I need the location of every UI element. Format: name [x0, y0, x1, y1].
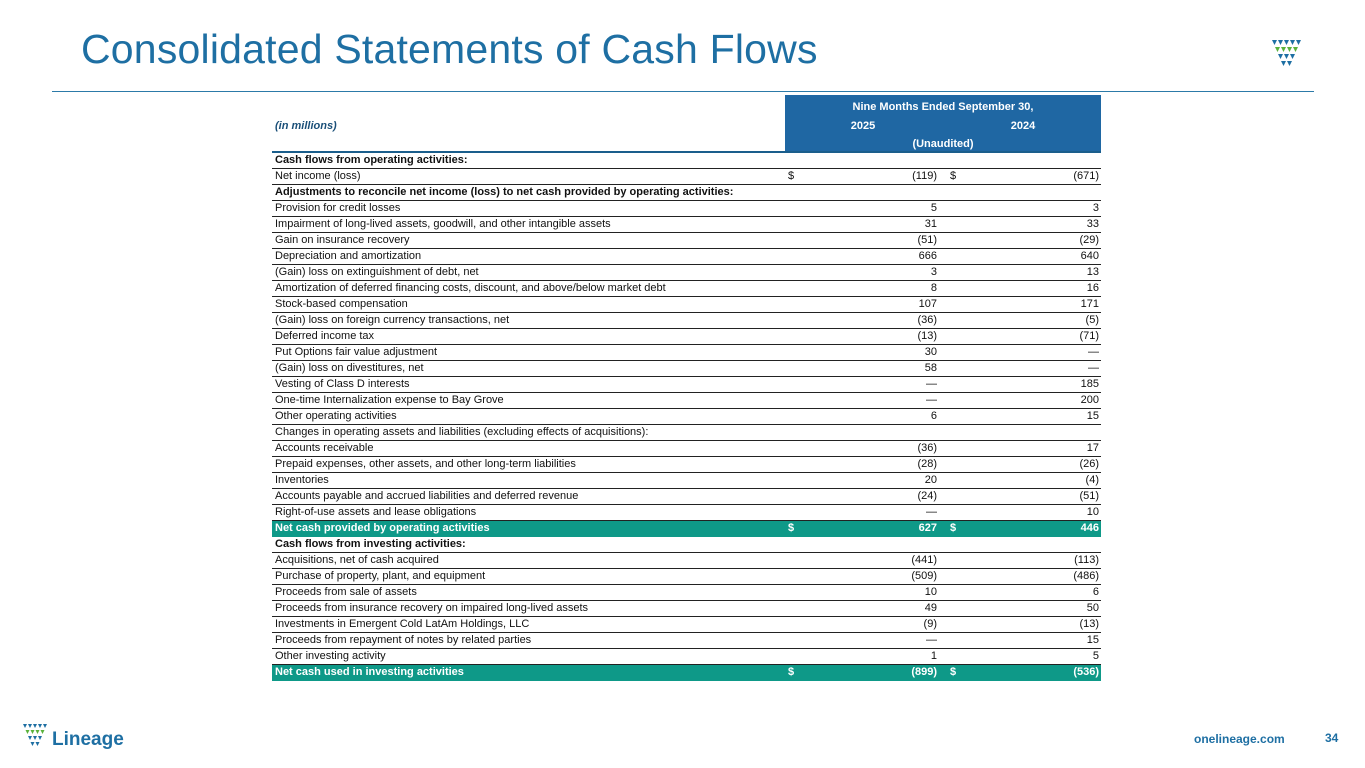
- table-row: [272, 153, 1101, 169]
- website-link[interactable]: onelineage.com: [1194, 732, 1285, 746]
- table-row: [272, 441, 1101, 457]
- value-2024: (486): [1073, 570, 1099, 582]
- value-2024: 15: [1086, 410, 1099, 422]
- row-label: Proceeds from repayment of notes by related parties: [275, 634, 532, 646]
- currency-2025: $: [788, 666, 795, 678]
- value-2025: 30: [924, 346, 937, 358]
- value-2024: 17: [1086, 442, 1099, 454]
- value-2024: 50: [1086, 602, 1099, 614]
- title-divider: [52, 91, 1314, 92]
- value-2024: 33: [1086, 218, 1099, 230]
- value-2025: 666: [918, 250, 937, 262]
- period-header: Nine Months Ended September 30,: [852, 101, 1034, 113]
- row-label: Inventories: [275, 474, 329, 486]
- row-label: Investments in Emergent Cold LatAm Holdings, LLC: [275, 618, 530, 630]
- value-2024: 446: [1080, 522, 1099, 534]
- row-label: Acquisitions, net of cash acquired: [275, 554, 439, 566]
- row-label: Stock-based compensation: [275, 298, 408, 310]
- value-2024: —: [1088, 346, 1099, 358]
- table-row: [272, 633, 1101, 649]
- row-label: Changes in operating assets and liabilities (excluding effects of acquisitions):: [275, 426, 649, 438]
- row-label: Net cash provided by operating activities: [275, 522, 490, 534]
- cash-flow-table: [272, 95, 1101, 681]
- table-row: [272, 649, 1101, 665]
- row-label: (Gain) loss on divestitures, net: [275, 362, 424, 374]
- row-label: Impairment of long-lived assets, goodwill, and other intangible assets: [275, 218, 611, 230]
- table-row: [272, 217, 1101, 233]
- table-row: [272, 169, 1101, 185]
- value-2025: 3: [930, 266, 937, 278]
- value-2025: 627: [918, 522, 937, 534]
- value-2025: 58: [924, 362, 937, 374]
- value-2024: (536): [1073, 666, 1099, 678]
- row-label: Gain on insurance recovery: [275, 234, 410, 246]
- row-label: Vesting of Class D interests: [275, 378, 410, 390]
- row-label: Proceeds from sale of assets: [275, 586, 417, 598]
- row-label: One-time Internalization expense to Bay Grove: [275, 394, 504, 406]
- value-2025: (9): [923, 618, 937, 630]
- value-2024: (71): [1079, 330, 1099, 342]
- col-year-2024: 2024: [1010, 120, 1036, 132]
- value-2025: —: [926, 378, 937, 390]
- table-row: [272, 345, 1101, 361]
- table-row: [272, 249, 1101, 265]
- period-header-band: [785, 95, 1101, 151]
- value-2024: (51): [1079, 490, 1099, 502]
- value-2025: 107: [918, 298, 937, 310]
- value-2024: 200: [1080, 394, 1099, 406]
- value-2024: (26): [1079, 458, 1099, 470]
- value-2025: —: [926, 634, 937, 646]
- row-label: Other investing activity: [275, 650, 386, 662]
- audit-note: (Unaudited): [912, 138, 974, 150]
- value-2025: (36): [917, 442, 937, 454]
- row-label: Amortization of deferred financing costs, discount, and above/below market debt: [275, 282, 666, 294]
- value-2024: 640: [1080, 250, 1099, 262]
- table-row: [272, 409, 1101, 425]
- value-2025: (509): [911, 570, 937, 582]
- value-2025: (36): [917, 314, 937, 326]
- value-2025: (119): [912, 170, 937, 182]
- row-label: Net cash used in investing activities: [275, 666, 464, 678]
- table-row: [272, 233, 1101, 249]
- value-2025: (24): [917, 490, 937, 502]
- row-label: (Gain) loss on foreign currency transactions, net: [275, 314, 510, 326]
- currency-2025: $: [788, 522, 795, 534]
- row-label: Other operating activities: [275, 410, 397, 422]
- row-label: Accounts payable and accrued liabilities and deferred revenue: [275, 490, 579, 502]
- row-label: Deferred income tax: [275, 330, 375, 342]
- table-row: [272, 361, 1101, 377]
- currency-2024: $: [950, 170, 957, 182]
- row-label: Cash flows from operating activities:: [275, 154, 468, 166]
- table-row: [272, 329, 1101, 345]
- value-2025: 8: [930, 282, 937, 294]
- value-2024: (13): [1079, 618, 1099, 630]
- table-row: [272, 281, 1101, 297]
- value-2025: 1: [930, 650, 937, 662]
- table-row: [272, 537, 1101, 553]
- value-2025: —: [926, 394, 937, 406]
- value-2024: (671): [1073, 170, 1099, 182]
- value-2024: 3: [1092, 202, 1099, 214]
- table-header: [272, 95, 1101, 153]
- value-2024: 6: [1092, 586, 1099, 598]
- table-row: [272, 377, 1101, 393]
- currency-2024: $: [950, 666, 957, 678]
- table-row: [272, 473, 1101, 489]
- table-row: [272, 553, 1101, 569]
- value-2024: 15: [1086, 634, 1099, 646]
- value-2024: 185: [1080, 378, 1099, 390]
- table-row: [272, 489, 1101, 505]
- table-row: [272, 393, 1101, 409]
- table-row: [272, 569, 1101, 585]
- value-2025: (51): [917, 234, 937, 246]
- lineage-logo: [22, 722, 142, 752]
- value-2024: (113): [1074, 554, 1099, 566]
- slide-title: Consolidated Statements of Cash Flows: [81, 26, 818, 72]
- row-label: Accounts receivable: [275, 442, 374, 454]
- value-2024: —: [1088, 362, 1099, 374]
- value-2025: 49: [924, 602, 937, 614]
- value-2024: 5: [1092, 650, 1099, 662]
- table-row: [272, 297, 1101, 313]
- value-2025: 31: [924, 218, 937, 230]
- page-number: 34: [1325, 731, 1339, 745]
- value-2024: 171: [1080, 298, 1099, 310]
- table-row: [272, 617, 1101, 633]
- value-2025: (28): [917, 458, 937, 470]
- currency-2025: $: [788, 170, 795, 182]
- row-label: Depreciation and amortization: [275, 250, 422, 262]
- table-row: [272, 457, 1101, 473]
- row-label: Net income (loss): [275, 170, 361, 182]
- row-label: (Gain) loss on extinguishment of debt, net: [275, 266, 479, 278]
- row-label: Prepaid expenses, other assets, and other long-term liabilities: [275, 458, 576, 470]
- value-2024: 13: [1086, 266, 1099, 278]
- col-year-2025: 2025: [850, 120, 876, 132]
- table-row: [272, 313, 1101, 329]
- table-row: [272, 265, 1101, 281]
- table-body: [272, 153, 1101, 681]
- total-row: [272, 665, 1101, 681]
- value-2025: 5: [930, 202, 937, 214]
- value-2025: —: [926, 506, 937, 518]
- row-label: Right-of-use assets and lease obligations: [275, 506, 477, 518]
- lineage-mark-icon: [1270, 37, 1304, 71]
- value-2025: (13): [917, 330, 937, 342]
- currency-2024: $: [950, 522, 957, 534]
- value-2024: 16: [1086, 282, 1099, 294]
- table-row: [272, 601, 1101, 617]
- table-row: [272, 505, 1101, 521]
- row-label: Provision for credit losses: [275, 202, 401, 214]
- value-2024: (29): [1079, 234, 1099, 246]
- units-label: (in millions): [275, 120, 337, 132]
- row-label: Purchase of property, plant, and equipment: [275, 570, 486, 582]
- value-2024: (5): [1085, 314, 1099, 326]
- total-row: [272, 521, 1101, 537]
- row-label: Proceeds from insurance recovery on impaired long-lived assets: [275, 602, 589, 614]
- table-row: [272, 585, 1101, 601]
- value-2024: (4): [1085, 474, 1099, 486]
- value-2025: 10: [924, 586, 937, 598]
- table-row: [272, 425, 1101, 441]
- value-2025: 6: [930, 410, 937, 422]
- row-label: Cash flows from investing activities:: [275, 538, 466, 550]
- row-label: Put Options fair value adjustment: [275, 346, 438, 358]
- row-label: Adjustments to reconcile net income (loss) to net cash provided by operating activities:: [275, 186, 734, 198]
- table-row: [272, 201, 1101, 217]
- value-2025: (899): [911, 666, 937, 678]
- value-2025: (441): [911, 554, 937, 566]
- brand-wordmark: Lineage: [52, 729, 124, 750]
- value-2025: 20: [924, 474, 937, 486]
- table-row: [272, 185, 1101, 201]
- value-2024: 10: [1086, 506, 1099, 518]
